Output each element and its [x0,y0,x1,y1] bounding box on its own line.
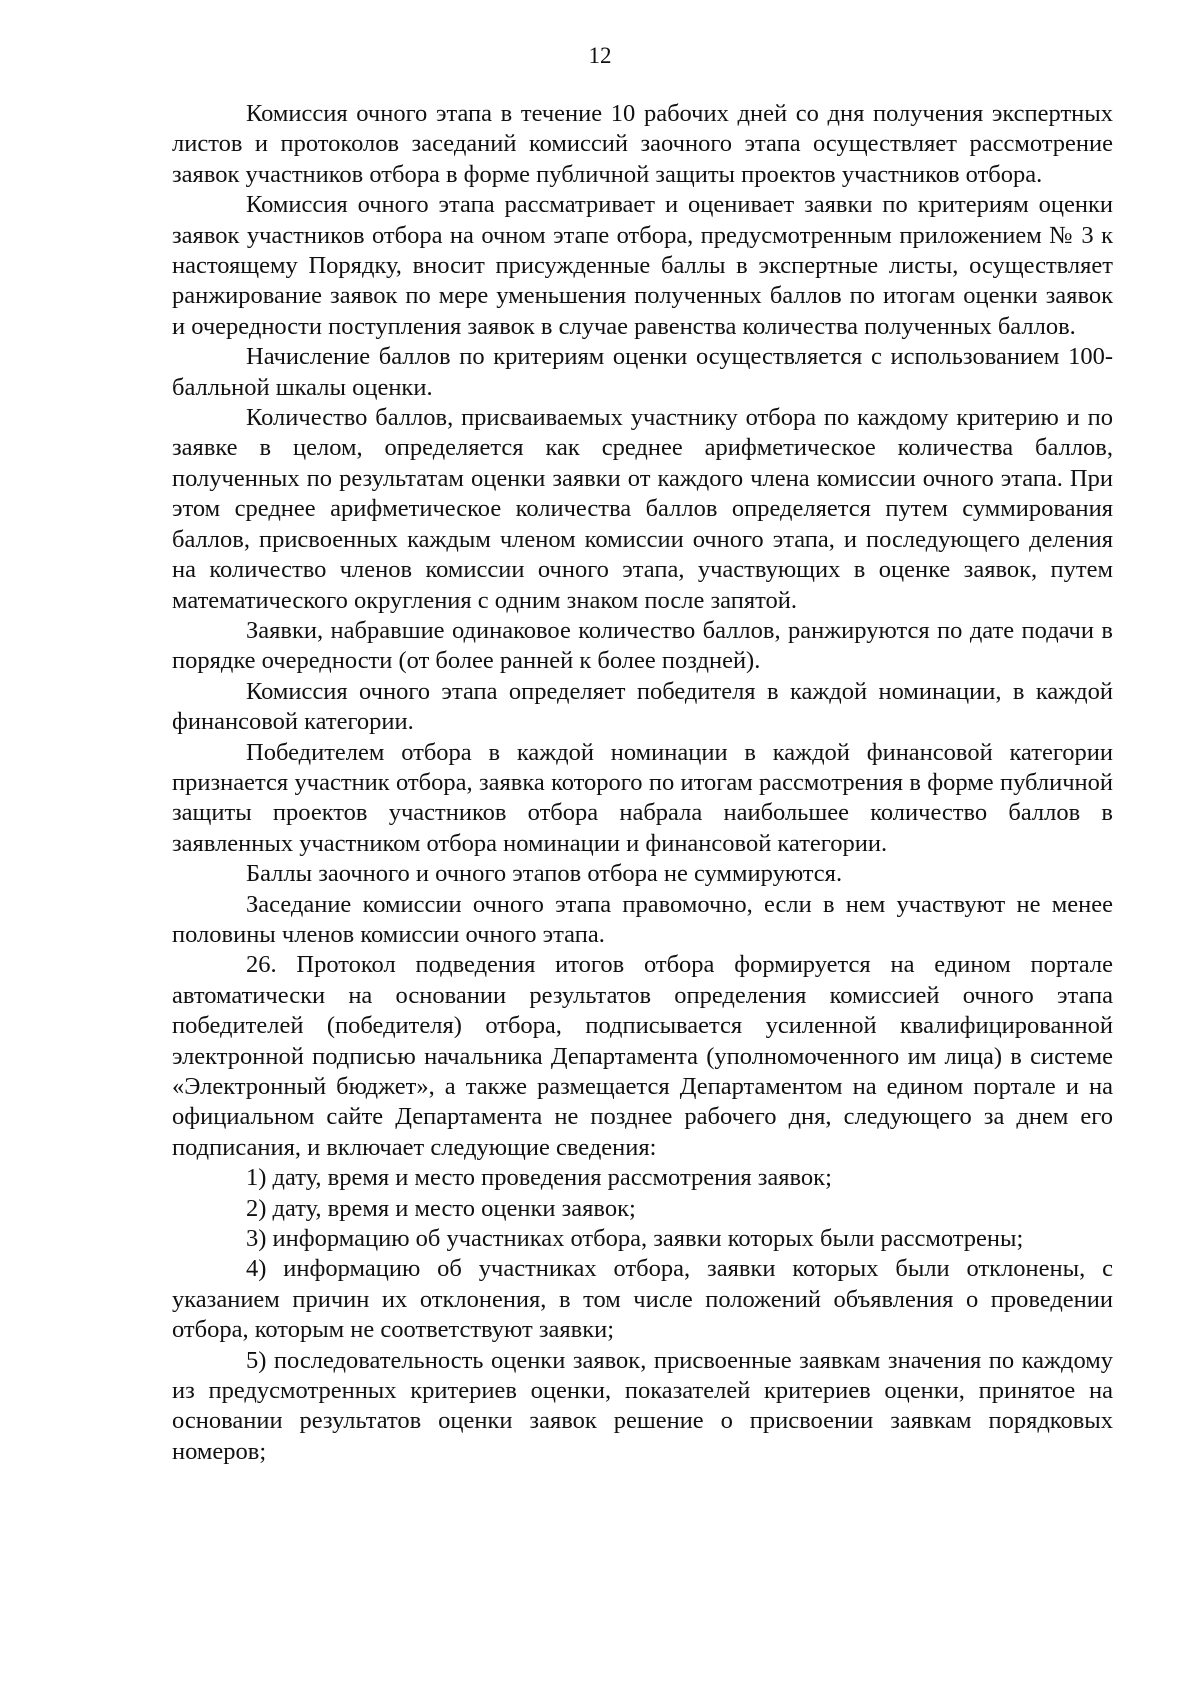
paragraph-average-score: Количество баллов, присваиваемых участнику отбора по каждому критерию и по заявке в целом, определяется как среднее арифметическое количества баллов, полученных по результатам оценки заявки от каждого члена комиссии очного этапа. При этом среднее арифметическое количества баллов определяется путем суммирования баллов, присвоенных каждым членом комиссии очного этапа, и последующего деления на количество членов комиссии очного этапа, участвующих в оценке заявок, путем математического округления с одним знаком после запятой. [172,404,1113,614]
page-number: 12 [588,43,612,68]
paragraph-scores-not-summed: Баллы заочного и очного этапов отбора не суммируются. [246,860,843,888]
list-item-1: 1) дату, время и место проведения рассмотрения заявок; [246,1164,832,1192]
list-item-5: 5) последовательность оценки заявок, присвоенные заявкам значения по каждому из предусмотренных критериев оценки, показателей критериев оценки, принятое на основании результатов оценки заявок решение о присвоении заявкам порядковых номеров; [172,1346,1113,1465]
list-item-4: 4) информацию об участниках отбора, заявки которых были отклонены, с указанием причин их отклонения, в том числе положений объявления о проведении отбора, которым не соответствуют заявки; [172,1255,1113,1344]
list-item-3: 3) информацию об участниках отбора, заявки которых были рассмотрены; [246,1225,1024,1253]
paragraph-commission-review-period: Комиссия очного этапа в течение 10 рабочих дней со дня получения экспертных листов и протоколов заседаний комиссий заочного этапа осуществляет рассмотрение заявок участников отбора в форме публичной защиты проектов участников отбора. [172,100,1113,188]
paragraph-quorum: Заседание комиссии очного этапа правомочно, если в нем участвуют не менее половины членов комиссии очного этапа. [172,890,1113,948]
list-item-2: 2) дату, время и место оценки заявок; [246,1194,636,1222]
paragraph-winner-definition: Победителем отбора в каждой номинации в каждой финансовой категории признается участник отбора, заявка которого по итогам рассмотрения в форме публичной защиты проектов участников отбора набрала наибольшее количество баллов в заявленных участником отбора номинации и финансовой категории. [172,738,1113,857]
document-body [172,99,1113,1467]
paragraph-evaluation-criteria: Комиссия очного этапа рассматривает и оценивает заявки по критериям оценки заявок участников отбора на очном этапе отбора, предусмотренным приложением № 3 к настоящему Порядку, вносит присужденные баллы в экспертные листы, осуществляет ранжирование заявок по мере уменьшения полученных баллов по итогам оценки заявок и очередности поступления заявок в случае равенства количества полученных баллов. [172,191,1113,340]
paragraph-winner-determination: Комиссия очного этапа определяет победителя в каждой номинации, в каждой финансовой категории. [172,677,1113,736]
paragraph-tie-ranking: Заявки, набравшие одинаковое количество баллов, ранжируются по дате подачи в порядке очередности (от более ранней к более поздней). [172,616,1113,675]
paragraph-item-26-protocol: 26. Протокол подведения итогов отбора формируется на едином портале автоматически на основании результатов определения комиссией очного этапа победителей (победителя) отбора, подписывается усиленной квалифицированной электронной подписью начальника Департамента (уполномоченного им лица) в системе «Электронный бюджет», а также размещается Департаментом на едином портале и на официальном сайте Департамента не позднее рабочего дня, следующего за днем его подписания, и включает следующие сведения: [172,951,1113,1161]
paragraph-scoring-scale: Начисление баллов по критериям оценки осуществляется с использованием 100-балльной шкалы оценки. [172,343,1113,401]
